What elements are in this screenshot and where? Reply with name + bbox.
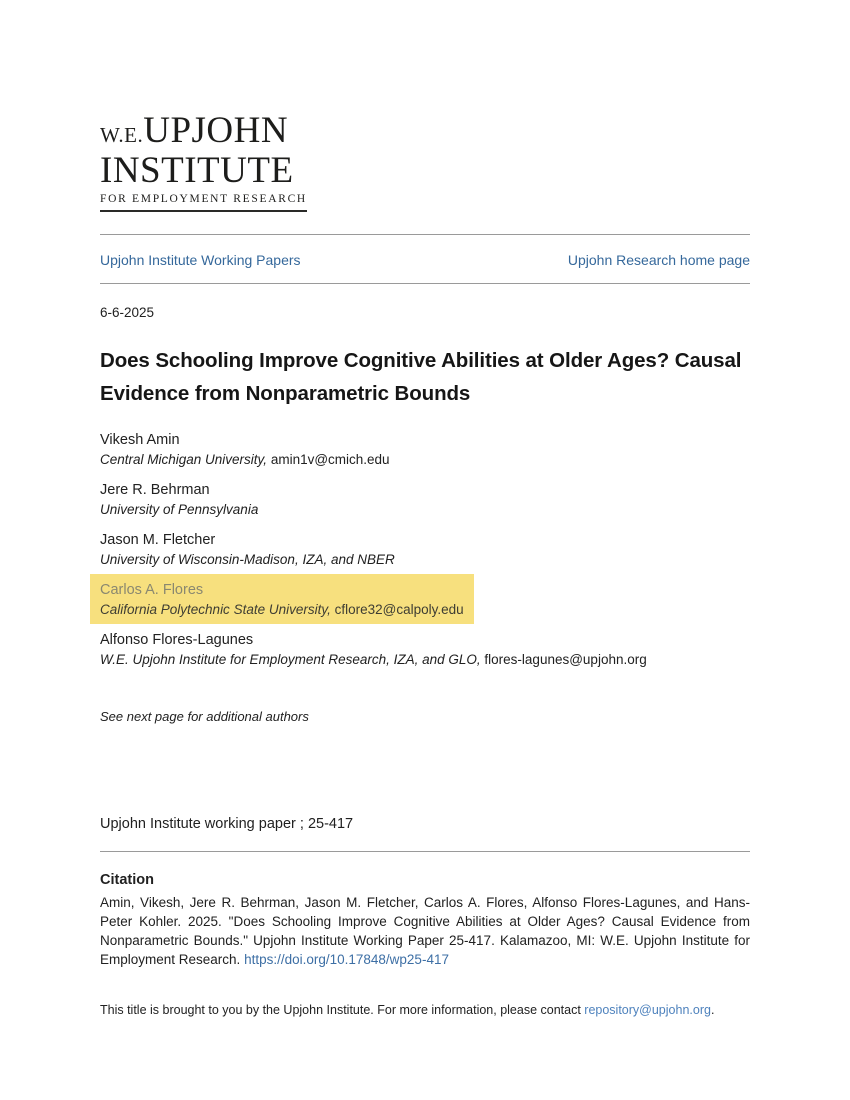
paper-title-line: Does Schooling Improve Cognitive Abilities at Older Ages? Causal: [100, 348, 742, 372]
doi-link[interactable]: https://doi.org/10.17848/wp25-417: [244, 951, 449, 967]
author-name: Vikesh Amin: [100, 431, 180, 448]
author-block: [100, 532, 750, 567]
author-institution: University of Wisconsin-Madison, IZA, and NBER: [100, 551, 395, 567]
author-affiliation: [100, 652, 750, 667]
paper-title: [100, 344, 750, 410]
series-line: Upjohn Institute working paper ; 25-417: [100, 815, 354, 832]
citation-text: [100, 893, 750, 969]
footer-suffix: .: [710, 1002, 715, 1017]
author-name: Carlos A. Flores: [100, 581, 204, 598]
research-home-link[interactable]: Upjohn Research home page: [567, 251, 750, 268]
author-block: [100, 432, 750, 467]
logo-institute: INSTITUTE: [100, 150, 294, 191]
citation-heading: Citation: [100, 871, 154, 888]
author-block: [100, 632, 750, 667]
author-affiliation: [100, 502, 750, 517]
author-affiliation: [100, 602, 464, 617]
author-institution: University of Pennsylvania: [100, 501, 259, 517]
divider-citation: [100, 851, 750, 852]
publication-date: 6-6-2025: [100, 304, 155, 320]
divider-nav: [100, 283, 750, 284]
author-institution: W.E. Upjohn Institute for Employment Research, IZA, and GLO,: [100, 651, 481, 667]
citation-body-text: Amin, Vikesh, Jere R. Behrman, Jason M. Fletcher, Carlos A. Flores, Alfonso Flores-Lagunes, and Hans-Peter Kohler. 2025. "Does Schooling Improve Cognitive Abilities at Older Ages? Causal Evidence from Nonparametric Bounds." Upjohn Institute Working Paper 25-417. Kalamazoo, MI: W.E. Upjohn Institute for Employment Research.: [100, 894, 750, 967]
author-email: flores-lagunes@upjohn.org: [480, 651, 647, 667]
working-papers-link[interactable]: Upjohn Institute Working Papers: [100, 251, 301, 268]
author-email: cflore32@calpoly.edu: [330, 601, 464, 617]
logo-upjohn: UPJOHN: [143, 110, 289, 151]
logo-line-1: [100, 112, 750, 149]
author-block: [100, 482, 750, 517]
logo-we: W.E.: [100, 123, 144, 147]
author-name: Jere R. Behrman: [100, 481, 210, 498]
author-name: Jason M. Fletcher: [100, 531, 216, 548]
see-next-note: See next page for additional authors: [100, 708, 309, 724]
author-affiliation: [100, 552, 750, 567]
footer-note: [100, 1003, 750, 1017]
author-name: Alfonso Flores-Lagunes: [100, 631, 254, 648]
footer-text: This title is brought to you by the Upjohn Institute. For more information, please contact: [100, 1002, 585, 1017]
author-block-highlighted: [90, 574, 474, 624]
logo-tagline: FOR EMPLOYMENT RESEARCH: [100, 194, 307, 212]
authors-list: [100, 432, 750, 667]
paper-title-line: Evidence from Nonparametric Bounds: [100, 381, 471, 405]
author-institution: Central Michigan University,: [100, 451, 268, 467]
upjohn-institute-logo: [100, 112, 750, 212]
nav-links-row: [100, 235, 750, 283]
repository-email-link[interactable]: repository@upjohn.org: [584, 1002, 711, 1017]
author-affiliation: [100, 452, 750, 467]
author-email: amin1v@cmich.edu: [267, 451, 390, 467]
author-institution: California Polytechnic State University,: [100, 601, 331, 617]
